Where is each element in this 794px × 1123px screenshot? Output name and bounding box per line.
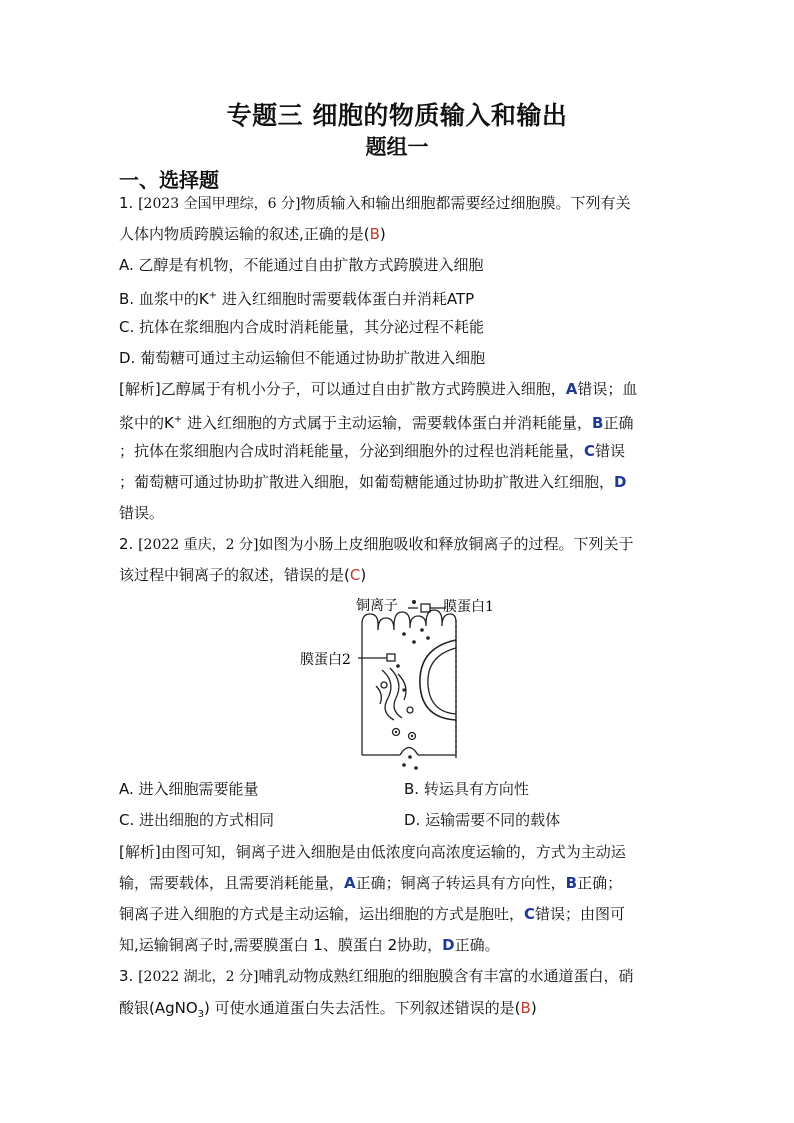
cell-diagram bbox=[300, 590, 500, 775]
q1-analysis-line3: ；抗体在浆细胞内合成时消耗能量，分泌到细胞外的过程也消耗能量，C错误 bbox=[119, 442, 626, 460]
q3-answer: B bbox=[520, 999, 531, 1017]
page-title: 专题三 细胞的物质输入和输出 bbox=[226, 101, 568, 130]
q2-analysis-line1: [解析]由图可知，铜离子进入细胞是由低浓度向高浓度运输的，方式为主动运 bbox=[119, 843, 626, 861]
q1-option-c: C. 抗体在浆细胞内合成时消耗能量，其分泌过程不耗能 bbox=[119, 318, 485, 336]
q2-analysis-line3: 铜离子进入细胞的方式是主动运输，运出细胞的方式是胞吐，C错误；由图可 bbox=[119, 905, 626, 923]
q1-analysis-line5: 错误。 bbox=[119, 504, 165, 522]
q3-stem-line2: 酸银(AgNO$_3$) 可使水通道蛋白失去活性。下列叙述错误的是(B) bbox=[119, 999, 537, 1020]
q2-stem-line1: 2. [2022 重庆，2 分]如图为小肠上皮细胞吸收和释放铜离子的过程。下列关于 bbox=[119, 535, 634, 553]
label-membrane-protein-2: 膜蛋白2 bbox=[300, 652, 351, 668]
label-membrane-protein-1: 膜蛋白1 bbox=[443, 599, 494, 615]
q3-source: [2022 湖北，2 分] bbox=[138, 969, 259, 985]
q2-option-d: D. 运输需要不同的载体 bbox=[404, 811, 561, 829]
q2-source: [2022 重庆，2 分] bbox=[138, 537, 259, 553]
q2-stem-line2: 该过程中铜离子的叙述，错误的是(C) bbox=[119, 566, 367, 584]
q2-analysis-line2: 输，需要载体，且需要消耗能量，A正确；铜离子转运具有方向性，B正确； bbox=[119, 874, 623, 892]
q3-stem-line1: 3. [2022 湖北，2 分]哺乳动物成熟红细胞的细胞膜含有丰富的水通道蛋白，硝 bbox=[119, 967, 634, 985]
q1-analysis-line4: ；葡萄糖可通过协助扩散进入细胞，如葡萄糖能通过协助扩散进入红细胞，D bbox=[119, 473, 627, 491]
q1-source: [2023 全国甲理综，6 分] bbox=[138, 196, 301, 212]
q2-option-b: B. 转运具有方向性 bbox=[404, 780, 529, 798]
page-subtitle: 题组一 bbox=[365, 135, 429, 159]
membrane-protein-1 bbox=[421, 604, 430, 612]
q2-option-a: A. 进入细胞需要能量 bbox=[119, 780, 259, 798]
q1-option-d: D. 葡萄糖可通过主动运输但不能通过协助扩散进入细胞 bbox=[119, 349, 486, 367]
q1-analysis-line2: 浆中的K+ 进入红细胞的方式属于主动运输，需要载体蛋白并消耗能量，B正确 bbox=[119, 414, 634, 432]
q1-option-a: A. 乙醇是有机物，不能通过自由扩散方式跨膜进入细胞 bbox=[119, 256, 484, 274]
q2-analysis-line4: 知,运输铜离子时,需要膜蛋白 1、膜蛋白 2协助，D正确。 bbox=[119, 936, 500, 954]
label-copper-ion: 铜离子 bbox=[356, 598, 398, 614]
q2-answer: C bbox=[349, 566, 361, 584]
q1-analysis-line1: [解析]乙醇属于有机小分子，可以通过自由扩散方式跨膜进入细胞，A错误；血 bbox=[119, 380, 638, 398]
q1-answer: B bbox=[369, 225, 380, 243]
section-heading: 一、选择题 bbox=[119, 168, 219, 192]
q1-stem-line1: 1. [2023 全国甲理综，6 分]物质输入和输出细胞都需要经过细胞膜。下列有关 bbox=[119, 194, 631, 212]
membrane-protein-2 bbox=[387, 654, 395, 661]
q1-stem-line2: 人体内物质跨膜运输的叙述,正确的是(B) bbox=[119, 225, 386, 243]
q2-option-c: C. 进出细胞的方式相同 bbox=[119, 811, 275, 829]
q1-option-b: B. 血浆中的K+ 进入红细胞时需要载体蛋白并消耗ATP bbox=[119, 290, 475, 308]
